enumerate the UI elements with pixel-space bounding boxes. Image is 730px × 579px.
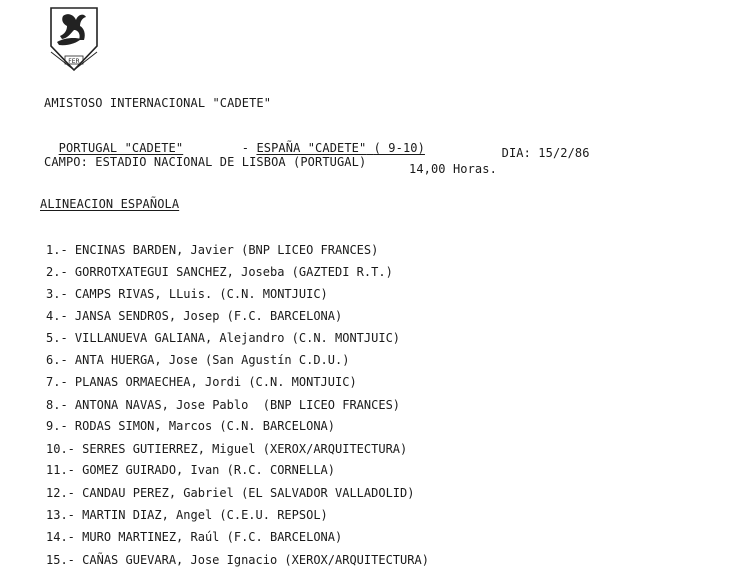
document-title: AMISTOSO INTERNACIONAL "CADETE"	[44, 96, 272, 110]
list-item: 13.- MARTIN DIAZ, Angel (C.E.U. REPSOL)	[46, 508, 328, 522]
lineup-section-title: ALINEACION ESPAÑOLA	[40, 197, 180, 211]
list-item: 14.- MURO MARTINEZ, Raúl (F.C. BARCELONA)	[46, 530, 343, 544]
match-line	[44, 127, 425, 155]
match-home-team: PORTUGAL "CADETE"	[58, 141, 184, 155]
match-dash: -	[241, 141, 250, 155]
list-item: 4.- JANSA SENDROS, Josep (F.C. BARCELONA)	[46, 309, 343, 323]
kickoff-time: 14,00 Horas.	[409, 162, 497, 176]
list-item: 8.- ANTONA NAVAS, Jose Pablo (BNP LICEO FRANCES)	[46, 398, 401, 412]
list-item: 9.- RODAS SIMON, Marcos (C.N. BARCELONA)	[46, 419, 336, 433]
match-score: ( 9-10)	[373, 141, 425, 155]
match-away-team: ESPAÑA "CADETE"	[256, 141, 367, 155]
federation-crest-icon	[48, 6, 100, 72]
match-date	[487, 132, 590, 160]
date-value: 15/2/86	[538, 146, 590, 160]
crest-initials: FER	[68, 58, 80, 65]
list-item: 2.- GORROTXATEGUI SANCHEZ, Joseba (GAZTEDI R.T.)	[46, 265, 393, 279]
list-item: 7.- PLANAS ORMAECHEA, Jordi (C.N. MONTJUIC)	[46, 375, 357, 389]
list-item: 3.- CAMPS RIVAS, LLuis. (C.N. MONTJUIC)	[46, 287, 328, 301]
venue: CAMPO: ESTADIO NACIONAL DE LISBOA (PORTUGAL)	[44, 155, 367, 169]
list-item: 6.- ANTA HUERGA, Jose (San Agustín C.D.U.)	[46, 353, 350, 367]
list-item: 12.- CANDAU PEREZ, Gabriel (EL SALVADOR VALLADOLID)	[46, 486, 415, 500]
date-label: DIA:	[501, 146, 531, 160]
list-item: 10.- SERRES GUTIERREZ, Miguel (XEROX/ARQUITECTURA)	[46, 442, 408, 456]
list-item: 5.- VILLANUEVA GALIANA, Alejandro (C.N. MONTJUIC)	[46, 331, 401, 345]
list-item: 1.- ENCINAS BARDEN, Javier (BNP LICEO FRANCES)	[46, 243, 379, 257]
list-item: 15.- CAÑAS GUEVARA, Jose Ignacio (XEROX/ARQUITECTURA)	[46, 553, 429, 567]
list-item: 11.- GOMEZ GUIRADO, Ivan (R.C. CORNELLA)	[46, 463, 336, 477]
